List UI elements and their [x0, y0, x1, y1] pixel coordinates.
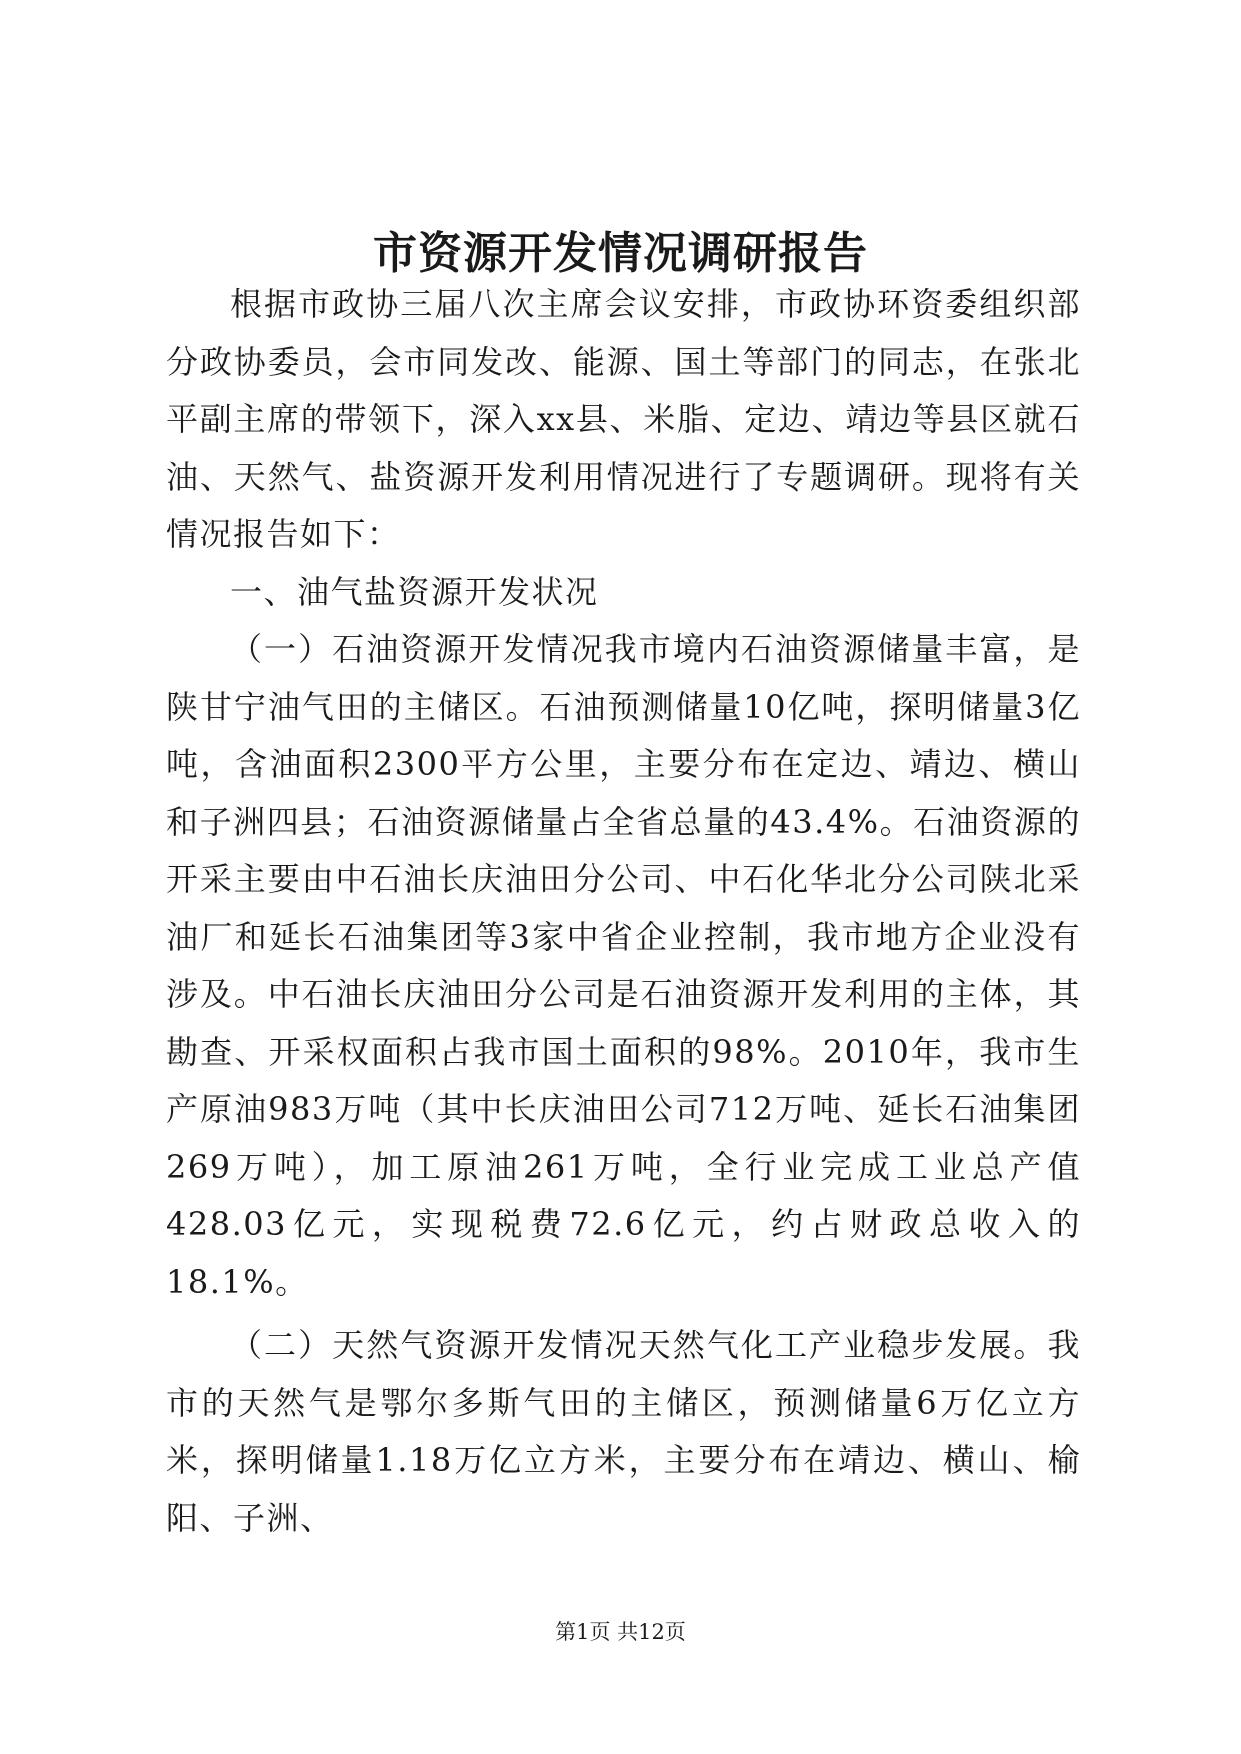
paragraph-gas: （二）天然气资源开发情况天然气化工产业稳步发展。我市的天然气是鄂尔多斯气田的主储区，预测储量6万亿立方米，探明储量1.18万亿立方米，主要分布在靖边、横山、榆阳、子洲、 — [166, 1326, 1081, 1537]
page-title: 市资源开发情况调研报告 — [373, 228, 868, 279]
paragraph-oil: （一）石油资源开发情况我市境内石油资源储量丰富，是陕甘宁油气田的主储区。石油预测储量10亿吨，探明储量3亿吨，含油面积2300平方公里，主要分布在定边、靖边、横山和子洲四县；石油资源储量占全省总量的43.4%。石油资源的开采主要由中石油长庆油田分公司、中石化华北分公司陕北采油厂和延长石油集团等3家中省企业控制，我市地方企业没有涉及。中石油长庆油田分公司是石油资源开发利用的主体，其勘查、开采权面积占我市国土面积的98%。2010年，我市生产原油983万吨（其中长庆油田公司712万吨、延长石油集团269万吨），加工原油261万吨，全行业完成工业总产值428.03亿元，实现税费72.6亿元，约占财政总收入的18.1%。 — [166, 630, 1081, 1301]
section-heading-1: 一、油气盐资源开发状况 — [230, 572, 599, 611]
document-body — [166, 276, 1081, 1547]
page-number-footer: 第1页 共12页 — [555, 1620, 686, 1644]
paragraph-intro: 根据市政协三届八次主席会议安排，市政协环资委组织部分政协委员，会市同发改、能源、国土等部门的同志，在张北平副主席的带领下，深入xx县、米脂、定边、靖边等县区就石油、天然气、盐资源开发利用情况进行了专题调研。现将有关情况报告如下： — [166, 285, 1081, 553]
